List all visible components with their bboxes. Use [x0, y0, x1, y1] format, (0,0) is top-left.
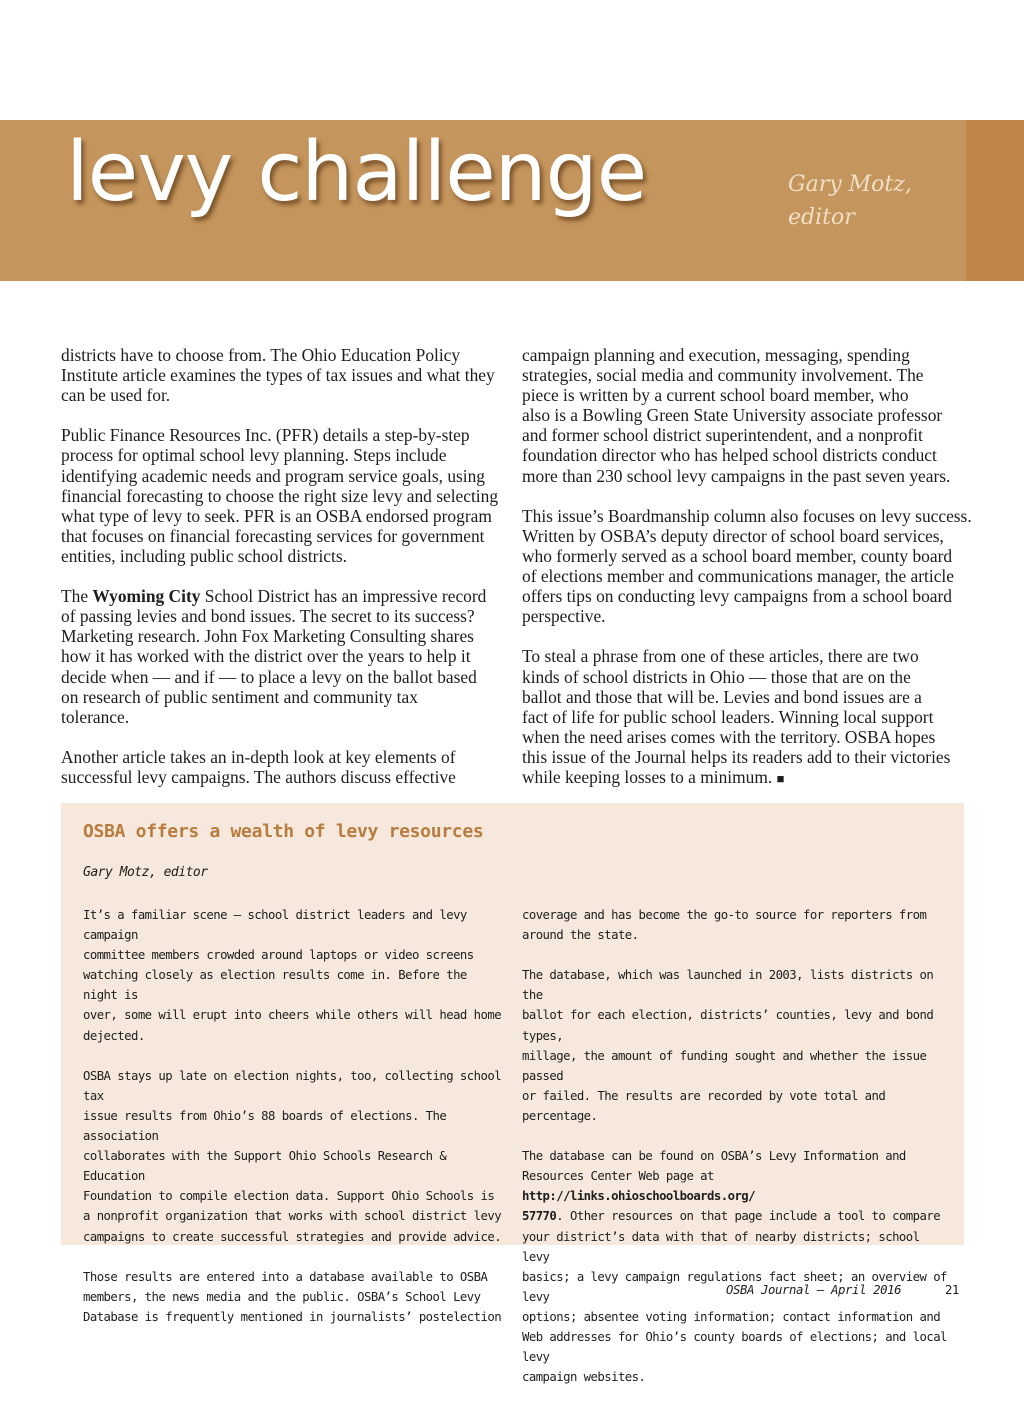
text-line: offers tips on conducting levy campaigns from a school board [522, 586, 952, 607]
text-line: while keeping losses to a minimum. [522, 766, 773, 787]
text-line: dejected. [83, 1028, 145, 1043]
article-paragraph [522, 345, 972, 486]
text-line: Those results are entered into a database available to OSBA [83, 1269, 488, 1284]
text-line: strategies, social media and community involvement. The [522, 365, 924, 386]
text-line: process for optimal school levy planning. Steps include [61, 445, 447, 466]
text-line: coverage and has become the go-to source for reporters from [522, 908, 927, 922]
text-line: collaborates with the Support Ohio Schools Research & Education [83, 1149, 447, 1184]
text-line: . Other resources on that page include a tool to compare [556, 1209, 941, 1224]
text-line: identifying academic needs and program service goals, using [61, 465, 485, 486]
sidebar-paragraph [522, 1146, 952, 1387]
header-banner-edge [966, 120, 1024, 281]
text-line: issue results from Ohio’s 88 boards of elections. The association [83, 1108, 447, 1144]
text-line: on research of public sentiment and community tax [61, 686, 418, 707]
text-line: what type of levy to seek. PFR is an OSBA endorsed program [61, 505, 492, 526]
text-line: School District has an impressive record [200, 586, 487, 607]
article-paragraph [61, 747, 511, 787]
text-line: and former school district superintendent, and a nonprofit [522, 425, 923, 446]
text-line: Web addresses for Ohio’s county boards of elections; and local levy [522, 1329, 947, 1365]
text-line: Another article takes an in-depth look at key elements of [61, 746, 456, 767]
text-line: districts have to choose from. The Ohio Education Policy [61, 345, 461, 365]
page-number: 21 [945, 1283, 960, 1297]
text-line: members, the news media and the public. OSBA’s School Levy [83, 1289, 481, 1304]
text-line: Database is frequently mentioned in journalists’ postelection [83, 1309, 502, 1324]
text-line: more than 230 school levy campaigns in the past seven years. [522, 465, 951, 486]
text-line: options; absentee voting information; contact information and [522, 1309, 941, 1324]
banner-author-role: editor [788, 205, 855, 230]
text-line: around the state. [522, 928, 639, 943]
text-line: It’s a familiar scene — school district leaders and levy campaign [83, 908, 467, 943]
sidebar-author: Gary Motz, editor [83, 865, 208, 880]
text-line: also is a Bowling Green State University associate professor [522, 405, 943, 426]
text-line: campaigns to create successful strategies and provide advice. [83, 1229, 502, 1244]
article-column-left [61, 345, 511, 807]
sidebar-paragraph [522, 965, 952, 1126]
text-line: of passing levies and bond issues. The secret to its success? [61, 606, 475, 627]
text-line: how it has worked with the district over the years to help it [61, 646, 471, 667]
article-paragraph [522, 646, 972, 789]
text-line: OSBA stays up late on election nights, too, collecting school tax [83, 1068, 502, 1103]
text-line: Resources Center Web page at [522, 1169, 714, 1184]
text-line: Written by OSBA’s deputy director of school board services, [522, 525, 944, 546]
text-line: successful levy campaigns. The authors discuss effective [61, 766, 456, 787]
text-line: The database, which was launched in 2003, lists districts on the [522, 968, 934, 1003]
text-line: when the need arises comes with the territory. OSBA hopes [522, 726, 936, 747]
text-line: fact of life for public school leaders. Winning local support [522, 706, 934, 727]
text-line: decide when — and if — to place a levy on the ballot based [61, 666, 477, 687]
text-line: of elections member and communications manager, the article [522, 566, 954, 587]
article-paragraph [61, 586, 511, 727]
sidebar-title: OSBA offers a wealth of levy resources [83, 821, 484, 842]
text-line: The [61, 586, 93, 607]
text-line: watching closely as election results come in. Before the night is [83, 968, 467, 1003]
text-line: Institute article examines the types of tax issues and what they [61, 365, 495, 386]
text-line: over, some will erupt into cheers while others will head home [83, 1008, 502, 1023]
article-paragraph [61, 345, 511, 405]
sidebar-paragraph [83, 905, 503, 1046]
text-line: piece is written by a current school board member, who [522, 385, 909, 406]
district-name: Wyoming City [92, 586, 201, 607]
text-line: who formerly served as a school board member, county board [522, 545, 953, 566]
text-line: tolerance. [61, 706, 130, 727]
levy-info-link[interactable]: http://links.ohioschoolboards.org/ [522, 1189, 756, 1204]
text-line: committee members crowded around laptops or video screens [83, 948, 474, 963]
text-line: that focuses on financial forecasting services for government [61, 525, 485, 546]
text-line: kinds of school districts in Ohio — those that are on the [522, 666, 911, 687]
footer-journal-title: OSBA Journal — April 2016 [726, 1283, 902, 1297]
text-line: Public Finance Resources Inc. (PFR) details a step-by-step [61, 425, 470, 446]
sidebar-column-left [83, 905, 503, 1347]
text-line: or failed. The results are recorded by vote total and percentage. [522, 1088, 886, 1123]
banner-author [788, 168, 912, 234]
text-line: ballot and those that will be. Levies and bond issues are a [522, 686, 922, 707]
text-line: To steal a phrase from one of these articles, there are two [522, 646, 919, 667]
text-line: ballot for each election, districts’ counties, levy and bond types, [522, 1008, 934, 1043]
text-line: This issue’s Boardmanship column also focuses on levy success. [522, 505, 972, 526]
article-column-right [522, 345, 972, 809]
text-line: campaign websites. [522, 1370, 646, 1385]
text-line: Foundation to compile election data. Support Ohio Schools is [83, 1189, 495, 1204]
text-line: basics; a levy campaign regulations fact sheet; an overview of levy [522, 1269, 947, 1304]
text-line: can be used for. [61, 385, 171, 406]
page-title: levy challenge [66, 125, 647, 220]
sidebar-paragraph [83, 1066, 503, 1247]
text-line: entities, including public school districts. [61, 545, 347, 566]
banner-author-name: Gary Motz, [788, 172, 912, 197]
text-line: The database can be found on OSBA’s Levy Information and [522, 1149, 906, 1164]
sidebar-paragraph [522, 905, 952, 945]
text-line: foundation director who has helped school districts conduct [522, 445, 937, 466]
text-line: Marketing research. John Fox Marketing Consulting shares [61, 626, 474, 647]
end-mark-icon: ■ [776, 770, 785, 786]
text-line: financial forecasting to choose the right size levy and selecting [61, 485, 499, 506]
levy-info-link-end[interactable]: 57770 [522, 1209, 557, 1224]
text-line: your district’s data with that of nearby districts; school levy [522, 1229, 920, 1264]
text-line: campaign planning and execution, messaging, spending [522, 345, 910, 365]
text-line: a nonprofit organization that works with school district levy [83, 1209, 502, 1224]
sidebar-column-right [522, 905, 952, 1407]
article-paragraph [522, 506, 972, 627]
text-line: millage, the amount of funding sought and whether the issue passed [522, 1048, 927, 1083]
article-paragraph [61, 425, 511, 566]
text-line: perspective. [522, 606, 606, 627]
sidebar-paragraph [83, 1267, 503, 1327]
text-line: this issue of the Journal helps its readers add to their victories [522, 746, 951, 767]
